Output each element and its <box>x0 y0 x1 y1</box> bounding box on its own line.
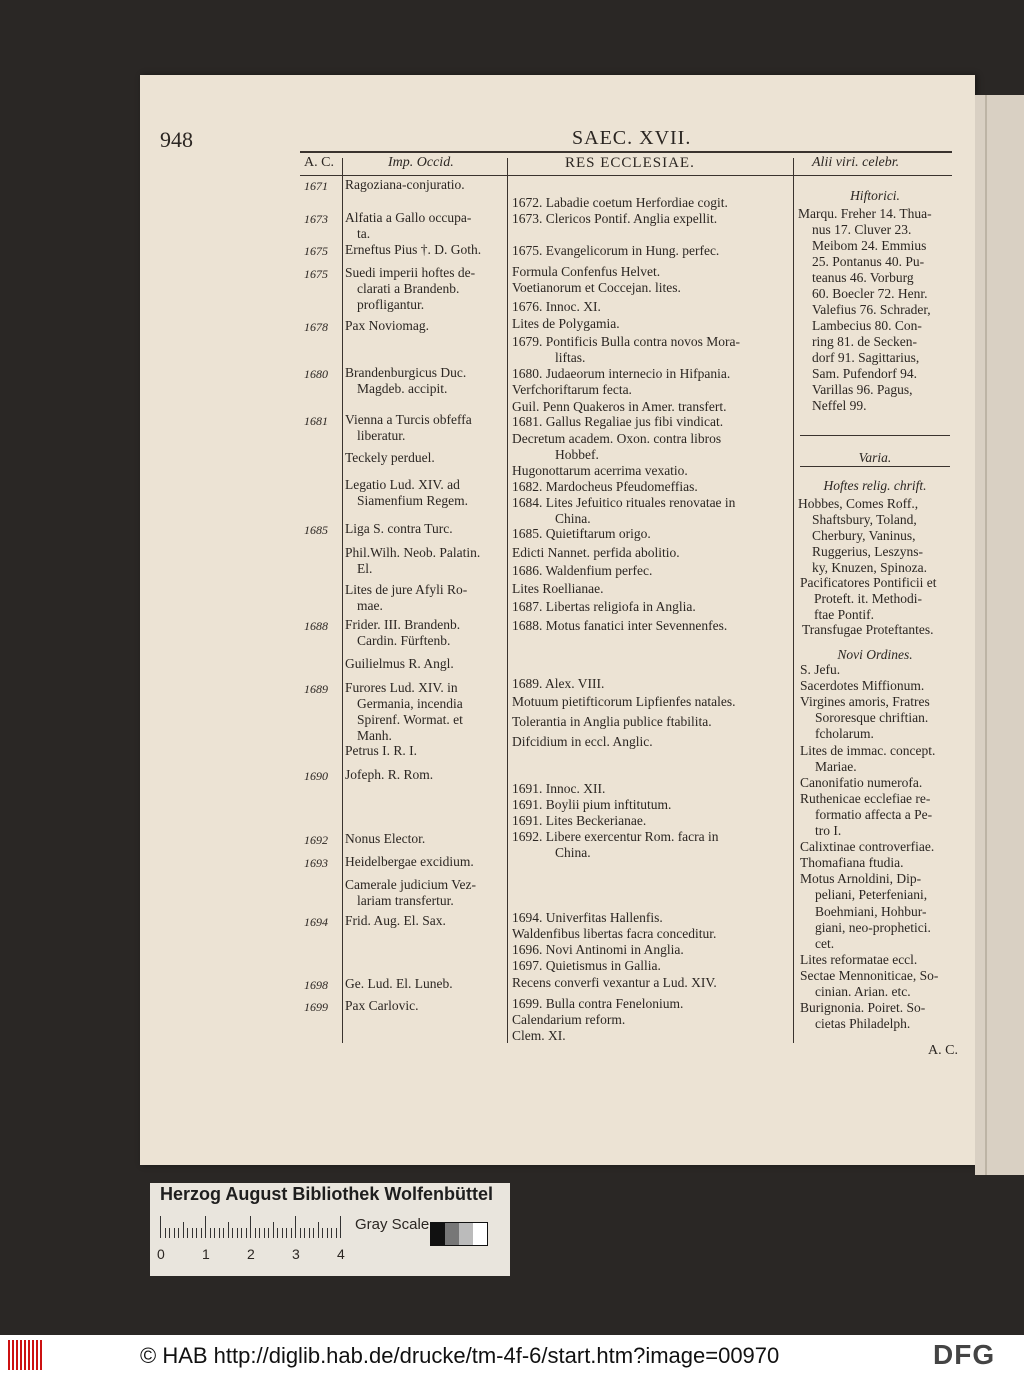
ruler-tick <box>210 1228 211 1238</box>
historici-line: Meibom 24. Emmius <box>812 238 927 253</box>
historici-line: dorf 91. Sagittarius, <box>812 350 920 365</box>
imp-entry-line: Furores Lud. XIV. in <box>345 680 458 695</box>
imp-entry-line: Petrus I. R. I. <box>345 743 417 758</box>
res-entry-line: Lites de Polygamia. <box>512 316 620 331</box>
year-label: 1673 <box>304 212 328 226</box>
ruler-tick <box>192 1228 193 1238</box>
imp-entry-line: Guilielmus R. Angl. <box>345 656 454 671</box>
ruler-tick <box>201 1228 202 1238</box>
year-label: 1690 <box>304 769 328 783</box>
res-entry-line: 1672. Labadie coetum Herfordiae cogit. <box>512 195 728 210</box>
res-entry-line: 1691. Boylii pium inftitutum. <box>512 797 672 812</box>
res-entry-line: liftas. <box>555 350 586 365</box>
res-entry-line: 1687. Libertas religiofa in Anglia. <box>512 599 696 614</box>
historici-line: Varillas 96. Pagus, <box>812 382 913 397</box>
historici-line: teanus 46. Vorburg <box>812 270 914 285</box>
ruler-tick <box>178 1228 179 1238</box>
footer-url[interactable]: © HAB http://diglib.hab.de/drucke/tm-4f-6/start.htm?image=00970 <box>140 1343 780 1368</box>
year-label: 1680 <box>304 367 328 381</box>
ruler-tick <box>286 1228 287 1238</box>
res-entry-line: Voetianorum et Coccejan. lites. <box>512 280 681 295</box>
ruler-tick <box>268 1228 269 1238</box>
pacificatores-line: ftae Pontif. <box>814 607 874 622</box>
novi-line: Burignonia. Poiret. So- <box>800 1000 926 1016</box>
novi-line: formatio affecta a Pe- <box>815 806 933 822</box>
gray-scale-label: Gray Scale <box>355 1216 430 1233</box>
year-label: 1698 <box>304 978 328 992</box>
col-header-rule <box>300 175 952 176</box>
novi-line: tro I. <box>815 823 842 838</box>
ruler-number: 3 <box>292 1246 300 1262</box>
res-entry-line: Difcidium in eccl. Anglic. <box>512 734 653 749</box>
ruler-tick <box>304 1228 305 1238</box>
ruler-tick <box>331 1228 332 1238</box>
ruler-tick <box>228 1222 229 1238</box>
ruler-tick <box>165 1228 166 1238</box>
imp-entry-line: Jofeph. R. Rom. <box>345 767 434 782</box>
col-rule-2 <box>507 158 508 1043</box>
novi-line: Ruthenicae ecclefiae re- <box>800 790 931 806</box>
catchword: A. C. <box>928 1043 958 1058</box>
res-entry-line: Edicti Nannet. perfida abolitio. <box>512 545 680 560</box>
res-entry-line: Hobbef. <box>555 447 599 462</box>
year-label: 1689 <box>304 682 328 696</box>
res-entry-line: 1692. Libere exercentur Rom. facra in <box>512 829 719 844</box>
ruler-tick <box>300 1228 301 1238</box>
ruler-tick <box>187 1228 188 1238</box>
imp-entry-line: Lites de jure Afyli Ro- <box>345 582 468 597</box>
ruler-tick <box>282 1228 283 1238</box>
ruler-tick <box>318 1222 319 1238</box>
year-label: 1694 <box>304 915 328 929</box>
res-entry-line: 1680. Judaeorum internecio in Hifpania. <box>512 366 731 381</box>
ruler-tick <box>214 1228 215 1238</box>
res-entry-line: China. <box>555 845 591 860</box>
ruler-tick <box>309 1228 310 1238</box>
ruler-tick <box>295 1216 296 1238</box>
ruler-number: 4 <box>337 1246 345 1262</box>
dfg-logo: DFG <box>933 1339 996 1370</box>
novi-line: Mariae. <box>815 758 857 774</box>
novi-line: peliani, Peterfeniani, <box>815 887 928 903</box>
imp-entry-line: Alfatia a Gallo occupa- <box>345 210 472 225</box>
year-label: 1693 <box>304 856 328 870</box>
res-entry-line: Recens converfi vexantur a Lud. XIV. <box>512 975 717 990</box>
res-entry-line: Formula Confenfus Helvet. <box>512 264 661 279</box>
novi-line: Thomafiana ftudia. <box>800 855 904 871</box>
imp-entry-line: clarati a Brandenb. <box>357 281 460 296</box>
historici-line: nus 17. Cluver 23. <box>812 222 912 237</box>
imp-entry-line: Ragoziana-conjuratio. <box>345 177 465 192</box>
res-entry-line: Verfchoriftarum fecta. <box>512 382 632 397</box>
imp-entry-line: ta. <box>357 226 371 241</box>
ruler-tick <box>273 1222 274 1238</box>
imp-entry-line: Brandenburgicus Duc. <box>345 365 467 380</box>
hostes-heading: Hoftes relig. chrift. <box>823 478 927 493</box>
res-entry-line: 1685. Quietiftarum origo. <box>512 526 651 541</box>
res-entry-line: 1675. Evangelicorum in Hung. perfec. <box>512 243 720 258</box>
historici-line: ring 81. de Secken- <box>812 334 917 349</box>
col-header-imp: Imp. Occid. <box>388 155 454 170</box>
ruler-tick <box>259 1228 260 1238</box>
ruler-tick <box>255 1228 256 1238</box>
varia-heading: Varia. <box>858 450 892 465</box>
pacificatores-line: Pacificatores Pontificii et <box>800 575 937 590</box>
imp-entry-line: El. <box>357 561 373 576</box>
imp-entry-line: liberatur. <box>357 428 406 443</box>
novi-line: Virgines amoris, Fratres <box>800 694 930 710</box>
novi-line: Canonifatio numerofa. <box>800 774 923 790</box>
page-number: 948 <box>160 127 193 152</box>
alii-divider <box>800 435 950 436</box>
res-entry-line: 1688. Motus fanatici inter Sevennenfes. <box>512 618 728 633</box>
imp-entry-line: Suedi imperii hoftes de- <box>345 265 476 280</box>
imp-entry-line: Erneftus Pius †. D. Goth. <box>345 242 482 257</box>
res-entry-line: 1681. Gallus Regaliae jus fibi vindicat. <box>512 414 724 429</box>
year-label: 1675 <box>304 244 328 258</box>
col-header-ac: A. C. <box>304 155 334 170</box>
ruler-tick <box>291 1228 292 1238</box>
year-label: 1678 <box>304 320 328 334</box>
col-rule-1 <box>342 158 343 1043</box>
historici-line: Valefius 76. Schrader, <box>812 302 931 317</box>
imp-entry-line: Frid. Aug. El. Sax. <box>345 913 446 928</box>
ruler-tick <box>327 1228 328 1238</box>
year-label: 1699 <box>304 1000 328 1014</box>
res-entry-line: Clem. XI. <box>512 1028 566 1043</box>
ruler-number: 0 <box>157 1246 165 1262</box>
col-rule-3 <box>793 158 794 1043</box>
novi-line: Sectae Mennoniticae, So- <box>800 967 939 983</box>
imp-entry-line: Germania, incendia <box>357 696 463 711</box>
res-entry-line: Lites Roellianae. <box>512 581 604 596</box>
running-title: SAEC. XVII. <box>572 127 692 149</box>
hostes-line: Ruggerius, Leszyns- <box>812 544 923 559</box>
res-entry-line: 1694. Univerfitas Hallenfis. <box>512 910 663 925</box>
hostes-line: Shaftsbury, Toland, <box>812 512 917 527</box>
ruler-tick <box>232 1228 233 1238</box>
res-entry-line: 1697. Quietismus in Gallia. <box>512 958 661 973</box>
imp-entry-line: Vienna a Turcis obfeffa <box>345 412 472 427</box>
ruler-tick <box>241 1228 242 1238</box>
res-entry-line: 1676. Innoc. XI. <box>512 299 601 314</box>
ruler-tick <box>340 1216 341 1238</box>
year-label: 1675 <box>304 267 328 281</box>
novi-line: fcholarum. <box>815 726 874 742</box>
transfugae-line: Transfugae Proteftantes. <box>802 622 934 637</box>
imp-entry-line: Frider. III. Brandenb. <box>345 617 461 632</box>
ruler-tick <box>223 1228 224 1238</box>
hostes-line: ky, Knuzen, Spinoza. <box>812 560 927 575</box>
ruler-tick <box>322 1228 323 1238</box>
res-entry-line: Decretum academ. Oxon. contra libros <box>512 431 722 446</box>
year-label: 1685 <box>304 523 328 537</box>
library-name: Herzog August Bibliothek Wolfenbüttel <box>160 1184 493 1204</box>
ruler-tick <box>169 1228 170 1238</box>
cm-ruler <box>160 1214 344 1238</box>
imp-entry-line: Manh. <box>357 728 392 743</box>
imp-entry-line: mae. <box>357 598 383 613</box>
historici-heading: Hiftorici. <box>850 188 900 203</box>
ruler-tick <box>174 1228 175 1238</box>
novi-line: Sororesque chriftian. <box>815 710 929 726</box>
ruler-tick <box>219 1228 220 1238</box>
ruler-number: 2 <box>247 1246 255 1262</box>
novi-line: cietas Philadelph. <box>815 1016 911 1032</box>
novi-line: giani, neo-prophetici. <box>815 919 931 935</box>
historici-line: Sam. Pufendorf 94. <box>812 366 917 381</box>
res-entry-line: 1673. Clericos Pontif. Anglia expellit. <box>512 211 718 226</box>
year-label: 1671 <box>304 179 328 193</box>
novi-line: Lites reformatae eccl. <box>800 951 918 967</box>
ruler-tick <box>183 1222 184 1238</box>
res-entry-line: 1696. Novi Antinomi in Anglia. <box>512 942 684 957</box>
ruler-tick <box>277 1228 278 1238</box>
year-label: 1681 <box>304 414 328 428</box>
hostes-line: Hobbes, Comes Roff., <box>798 496 919 511</box>
ruler-tick <box>205 1216 206 1238</box>
col-header-res: RES ECCLESIAE. <box>565 155 695 171</box>
novi-heading: Novi Ordines. <box>837 647 913 662</box>
imp-entry-line: Teckely perduel. <box>345 450 435 465</box>
hab-logo-icon <box>8 1340 48 1370</box>
historici-line: Marqu. Freher 14. Thua- <box>798 206 932 221</box>
res-entry-line: Waldenfibus libertas facra conceditur. <box>512 926 717 941</box>
res-entry-line: 1684. Lites Jefuitico rituales renovatae in <box>512 495 736 510</box>
imp-entry-line: Camerale judicium Vez- <box>345 877 476 892</box>
imp-entry-line: Spirenf. Wormat. et <box>357 712 463 727</box>
imp-entry-line: Nonus Elector. <box>345 831 426 846</box>
res-entry-line: 1699. Bulla contra Fenelonium. <box>512 996 684 1011</box>
ruler-tick <box>336 1228 337 1238</box>
imp-entry-line: Magdeb. accipit. <box>357 381 448 396</box>
imp-entry-line: Ge. Lud. El. Luneb. <box>345 976 453 991</box>
ruler-tick <box>237 1228 238 1238</box>
historici-line: Lambecius 80. Con- <box>812 318 922 333</box>
historici-line: 60. Boecler 72. Henr. <box>812 286 928 301</box>
imp-entry-line: Pax Carlovic. <box>345 998 419 1013</box>
ruler-number: 1 <box>202 1246 210 1262</box>
historici-line: 25. Pontanus 40. Pu- <box>812 254 925 269</box>
res-entry-line: 1682. Mardocheus Pfeudomeffias. <box>512 479 698 494</box>
page-edge-line <box>985 95 987 1175</box>
res-entry-line: 1679. Pontificis Bulla contra novos Mora- <box>512 334 740 349</box>
historici-line: Neffel 99. <box>812 398 867 413</box>
ruler-tick <box>264 1228 265 1238</box>
year-label: 1692 <box>304 833 328 847</box>
next-page-edge <box>975 95 1024 1175</box>
ruler-tick <box>250 1216 251 1238</box>
header-rule <box>300 151 952 153</box>
res-entry-line: Hugonottarum acerrima vexatio. <box>512 463 688 478</box>
novi-line: Motus Arnoldini, Dip- <box>800 871 922 887</box>
imp-entry-line: Legatio Lud. XIV. ad <box>345 477 460 492</box>
novi-line: Calixtinae controverfiae. <box>800 839 935 855</box>
res-entry-line: Motuum pietifticorum Lipfienfes natales. <box>512 694 736 709</box>
ruler-tick <box>246 1228 247 1238</box>
imp-entry-line: Phil.Wilh. Neob. Palatin. <box>345 545 481 560</box>
novi-line: Sacerdotes Miffionum. <box>800 678 925 694</box>
res-entry-line: 1691. Innoc. XII. <box>512 781 606 796</box>
novi-line: Boehmiani, Hohbur- <box>815 903 927 919</box>
ruler-tick <box>160 1216 161 1238</box>
imp-entry-line: lariam transfertur. <box>357 893 454 908</box>
imp-entry-line: Siamenfium Regem. <box>357 493 468 508</box>
res-entry-line: Guil. Penn Quakeros in Amer. transfert. <box>512 399 727 414</box>
imp-entry-line: Pax Noviomag. <box>345 318 429 333</box>
res-entry-line: 1689. Alex. VIII. <box>512 676 605 691</box>
hostes-line: Cherbury, Vaninus, <box>812 528 916 543</box>
res-entry-line: 1686. Waldenfium perfec. <box>512 563 653 578</box>
res-entry-line: Calendarium reform. <box>512 1012 626 1027</box>
novi-line: S. Jefu. <box>800 662 841 677</box>
imp-entry-line: Liga S. contra Turc. <box>345 521 453 536</box>
novi-line: cet. <box>815 935 835 951</box>
varia-rule <box>800 466 950 467</box>
year-label: 1688 <box>304 619 328 633</box>
ruler-tick <box>196 1228 197 1238</box>
res-entry-line: Tolerantia in Anglia publice ftabilita. <box>512 714 712 729</box>
gray-scale-swatch <box>430 1222 488 1246</box>
col-header-alii: Alii viri. celebr. <box>812 155 900 170</box>
imp-entry-line: Cardin. Fürftenb. <box>357 633 451 648</box>
novi-line: cinian. Arian. etc. <box>815 984 911 999</box>
novi-line: Lites de immac. concept. <box>800 742 936 758</box>
imp-entry-line: profligantur. <box>357 297 425 312</box>
ruler-tick <box>313 1228 314 1238</box>
res-entry-line: China. <box>555 511 591 526</box>
res-entry-line: 1691. Lites Beckerianae. <box>512 813 647 828</box>
imp-entry-line: Heidelbergae excidium. <box>345 854 474 869</box>
pacificatores-line: Proteft. it. Methodi- <box>814 591 922 606</box>
